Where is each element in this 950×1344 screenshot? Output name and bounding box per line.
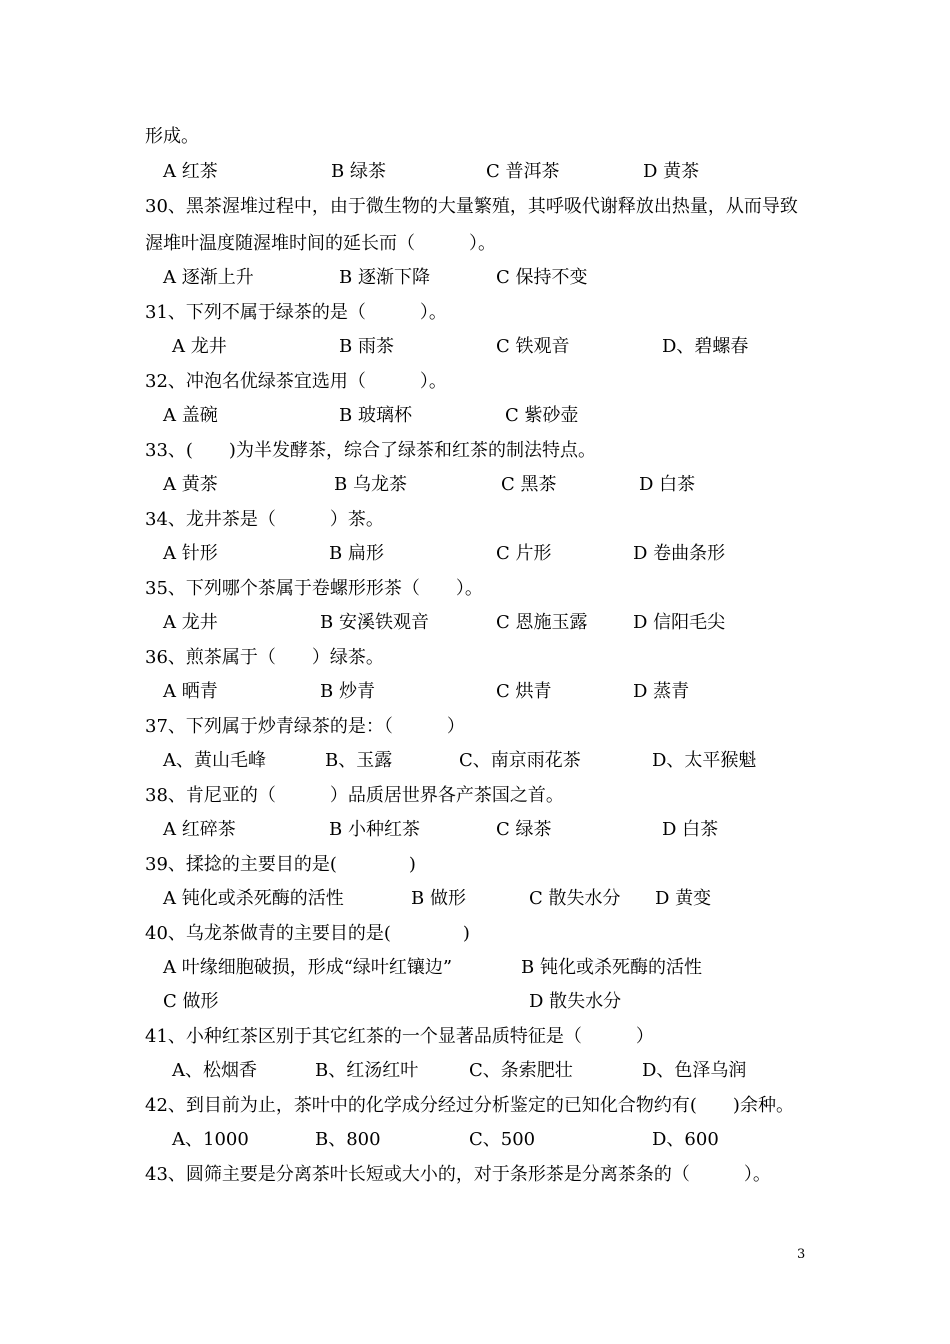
option: B 乌龙茶 <box>334 474 407 495</box>
option: B 雨茶 <box>339 336 394 357</box>
option: A 龙井 <box>172 336 227 357</box>
option: B 扁形 <box>329 543 384 564</box>
option: D、太平猴魁 <box>652 750 757 771</box>
option: A、黄山毛峰 <box>163 750 266 771</box>
option: C 烘青 <box>496 681 552 702</box>
option: D 白茶 <box>639 474 696 495</box>
question-42: 42、到目前为止，茶叶中的化学成分经过分析鉴定的已知化合物约有( )余种。 <box>145 1095 794 1116</box>
option: A 针形 <box>163 543 218 564</box>
option: A、1000 <box>172 1129 249 1150</box>
question-36: 36、煎茶属于（ ）绿茶。 <box>145 647 384 668</box>
option: A 龙井 <box>163 612 218 633</box>
option: C 做形 <box>163 991 219 1012</box>
option: D、600 <box>652 1129 719 1150</box>
option: B 做形 <box>411 888 466 909</box>
option: A 盖碗 <box>163 405 218 426</box>
option: B 玻璃杯 <box>339 405 412 426</box>
question-34: 34、龙井茶是（ ）茶。 <box>145 509 384 530</box>
option: C 紫砂壶 <box>505 405 579 426</box>
page-number: 3 <box>797 1247 806 1262</box>
option: C 片形 <box>496 543 552 564</box>
option: B 小种红茶 <box>329 819 420 840</box>
option: B 安溪铁观音 <box>320 612 429 633</box>
question-39: 39、揉捻的主要目的是( ) <box>145 854 416 875</box>
option: A 红茶 <box>163 161 218 182</box>
option: B 逐渐下降 <box>339 267 430 288</box>
option: D、碧螺春 <box>662 336 749 357</box>
option: C 恩施玉露 <box>496 612 588 633</box>
option: C 绿茶 <box>496 819 552 840</box>
option: C、条索肥壮 <box>469 1060 573 1081</box>
option: A 钝化或杀死酶的活性 <box>163 888 344 909</box>
question-31: 31、下列不属于绿茶的是（ ）。 <box>145 302 447 323</box>
question-41: 41、小种红茶区别于其它红茶的一个显著品质特征是（ ） <box>145 1026 654 1047</box>
option: C 保持不变 <box>496 267 588 288</box>
option: C、500 <box>469 1129 536 1150</box>
option: A 黄茶 <box>163 474 218 495</box>
option: B、800 <box>315 1129 381 1150</box>
question-30: 30、黑茶渥堆过程中，由于微生物的大量繁殖，其呼吸代谢释放出热量，从而导致 <box>145 196 798 217</box>
option: B、红汤红叶 <box>315 1060 419 1081</box>
option: C 黑茶 <box>501 474 557 495</box>
option: A 晒青 <box>163 681 218 702</box>
option: D 散失水分 <box>529 991 622 1012</box>
option: D、色泽乌润 <box>642 1060 747 1081</box>
question-35: 35、下列哪个茶属于卷螺形形茶（ ）。 <box>145 578 483 599</box>
option: C 铁观音 <box>496 336 570 357</box>
question-32: 32、冲泡名优绿茶宜选用（ ）。 <box>145 371 447 392</box>
option: B 炒青 <box>320 681 375 702</box>
question-33: 33、( )为半发酵茶，综合了绿茶和红茶的制法特点。 <box>145 440 596 461</box>
option: D 卷曲条形 <box>633 543 726 564</box>
option: D 白茶 <box>662 819 719 840</box>
option: C、南京雨花茶 <box>459 750 581 771</box>
option: A 叶缘细胞破损，形成“绿叶红镶边” <box>163 957 453 978</box>
option: C 普洱茶 <box>486 161 560 182</box>
question-38: 38、肯尼亚的（ ）品质居世界各产茶国之首。 <box>145 785 564 806</box>
question-43: 43、圆筛主要是分离茶叶长短或大小的，对于条形茶是分离茶条的（ ）。 <box>145 1164 771 1185</box>
question-30-line2: 渥堆叶温度随渥堆时间的延长而（ ）。 <box>145 233 496 254</box>
option: B 绿茶 <box>331 161 386 182</box>
option: A、松烟香 <box>172 1060 257 1081</box>
option: A 红碎茶 <box>163 819 236 840</box>
option: D 黄茶 <box>643 161 700 182</box>
option: D 信阳毛尖 <box>633 612 726 633</box>
option: D 黄变 <box>655 888 712 909</box>
option: D 蒸青 <box>633 681 690 702</box>
question-37: 37、下列属于炒青绿茶的是：（ ） <box>145 716 465 737</box>
option: A 逐渐上升 <box>163 267 254 288</box>
option: B 钝化或杀死酶的活性 <box>521 957 702 978</box>
question-continuation: 形成。 <box>145 126 199 147</box>
question-40: 40、乌龙茶做青的主要目的是( ) <box>145 923 470 944</box>
option: C 散失水分 <box>529 888 621 909</box>
option: B、玉露 <box>325 750 393 771</box>
